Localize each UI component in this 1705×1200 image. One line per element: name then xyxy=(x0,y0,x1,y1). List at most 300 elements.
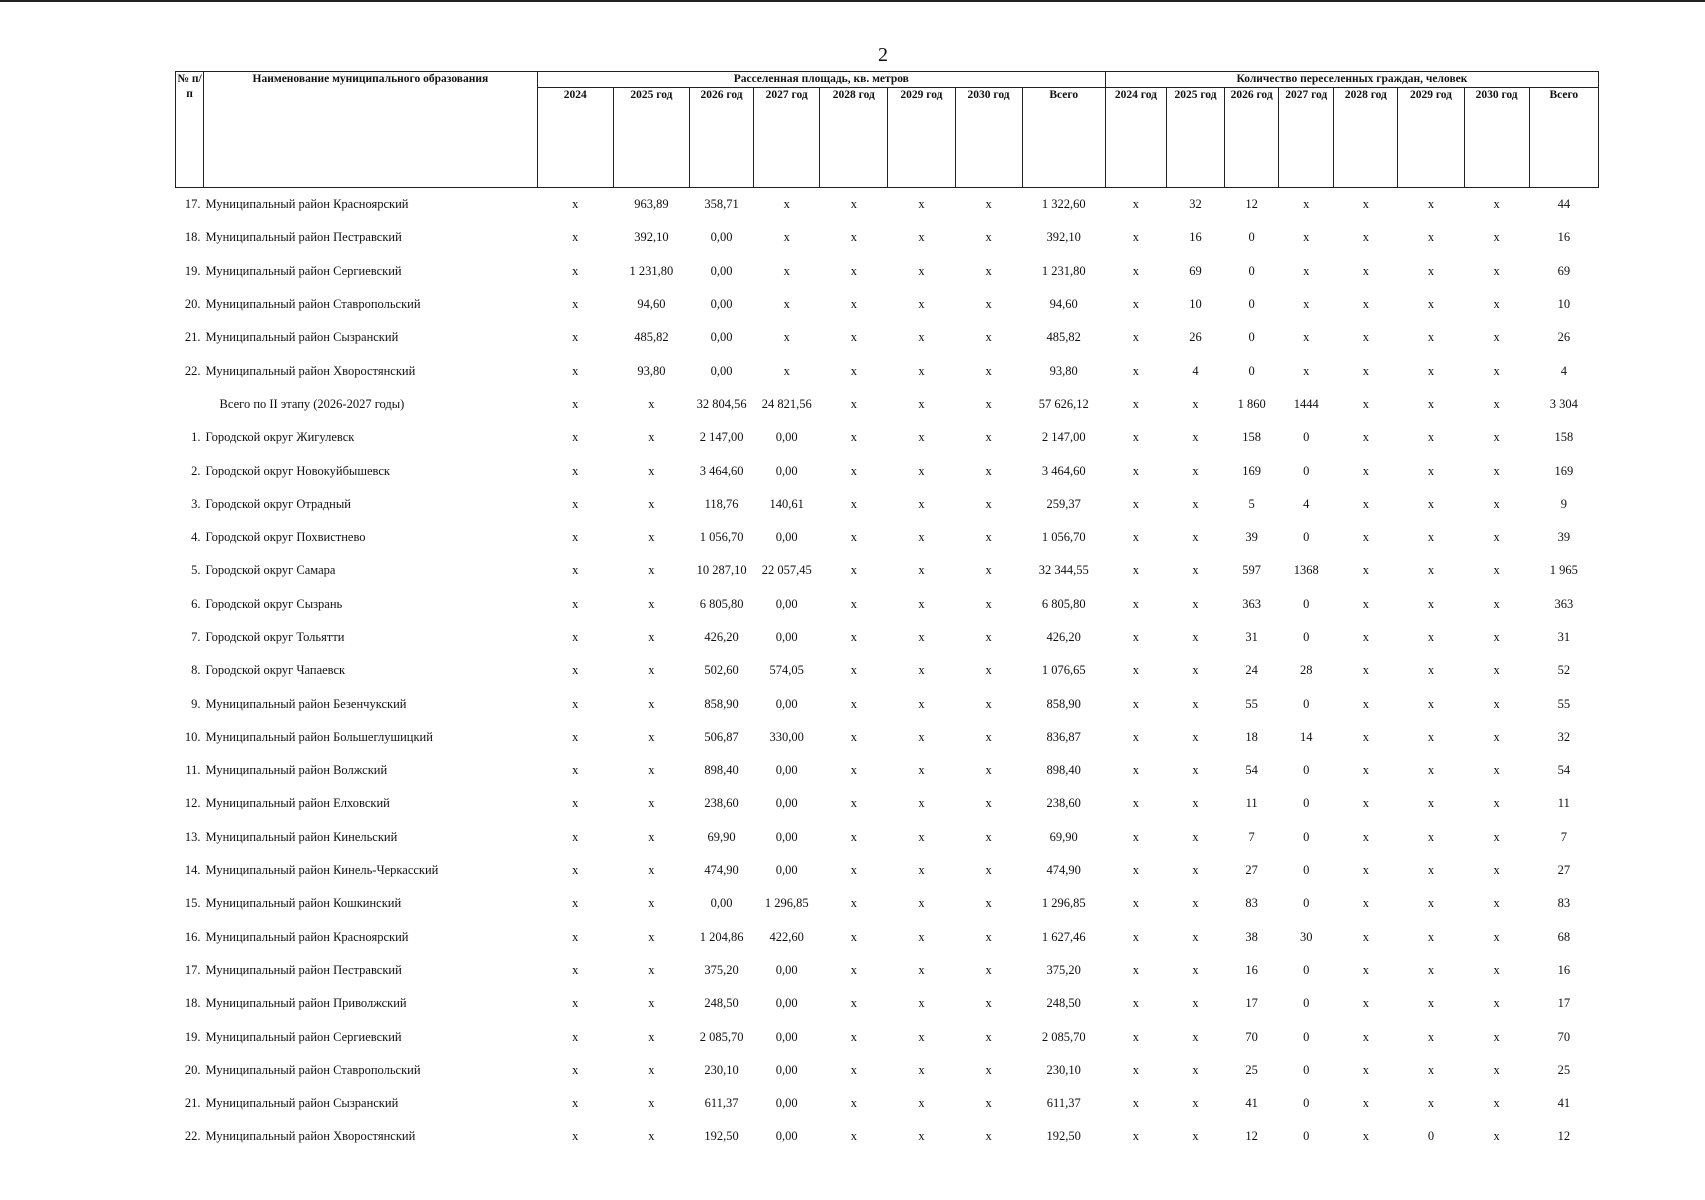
area-cell: x xyxy=(918,729,925,744)
area-cell: x xyxy=(648,929,655,944)
people-cell: x xyxy=(1132,630,1140,644)
area-cell: 2 085,70 xyxy=(699,1029,744,1044)
people-cell: x xyxy=(1132,330,1140,345)
area-cell: x xyxy=(918,763,925,778)
area-cell: 22 057,45 xyxy=(761,563,812,578)
area-cell: x xyxy=(985,396,992,411)
people-cell: 68 xyxy=(1557,929,1571,944)
area-cell: 0,00 xyxy=(710,263,733,278)
people-cell: x xyxy=(1493,363,1500,378)
people-cell: x xyxy=(1493,596,1500,611)
header-num: № п/п xyxy=(176,72,204,188)
row-number: 16. xyxy=(184,929,201,944)
municipality-name: Всего по II этапу (2026-2027 годы) xyxy=(219,396,405,411)
area-cell: 1 231,80 xyxy=(1041,263,1086,278)
area-cell: x xyxy=(985,763,992,778)
area-cell: x xyxy=(918,829,925,844)
area-cell: 3 464,60 xyxy=(699,463,744,478)
area-cell: x xyxy=(850,463,857,478)
row-number: 20. xyxy=(184,297,201,312)
table-row xyxy=(176,921,1599,954)
area-cell: x xyxy=(850,396,857,411)
area-cell: x xyxy=(572,197,579,212)
people-cell: x xyxy=(1132,1096,1140,1111)
people-cell: 169 xyxy=(1242,463,1261,478)
municipality-name: Муниципальный район Кошкинский xyxy=(205,896,402,911)
people-cell: 30 xyxy=(1299,929,1313,944)
area-cell: 32 804,56 xyxy=(696,396,747,411)
people-cell: x xyxy=(1192,396,1199,411)
area-cell: x xyxy=(918,996,925,1011)
people-cell: x xyxy=(1362,863,1369,878)
people-cell: x xyxy=(1493,1062,1500,1077)
area-cell: x xyxy=(648,663,655,678)
people-cell: 12 xyxy=(1245,197,1258,212)
area-cell: 426,20 xyxy=(704,630,739,644)
people-cell: 70 xyxy=(1245,1029,1258,1044)
area-cell: x xyxy=(850,430,857,445)
people-cell: 0 xyxy=(1303,1062,1310,1077)
people-cell: x xyxy=(1192,863,1199,878)
area-cell: x xyxy=(572,896,579,911)
table-row xyxy=(176,488,1599,521)
area-cell: 0,00 xyxy=(710,896,733,911)
area-cell: x xyxy=(918,430,925,445)
row-number: 9. xyxy=(191,696,201,711)
people-cell: x xyxy=(1427,230,1435,245)
municipality-name: Муниципальный район Сергиевский xyxy=(205,263,402,278)
table-row xyxy=(176,554,1599,587)
area-cell: x xyxy=(985,330,992,345)
people-cell: x xyxy=(1427,463,1435,478)
table-row xyxy=(176,887,1599,920)
municipality-name: Городской округ Жигулевск xyxy=(205,430,355,445)
area-cell: x xyxy=(918,463,925,478)
people-cell: 158 xyxy=(1242,430,1261,445)
area-cell: x xyxy=(648,696,655,711)
people-cell: 83 xyxy=(1557,896,1571,911)
table-row xyxy=(176,687,1599,720)
area-cell: x xyxy=(572,962,579,977)
header-area-year: 2028 год xyxy=(820,88,888,188)
table-row xyxy=(176,255,1599,288)
people-cell: x xyxy=(1493,696,1500,711)
people-cell: 0 xyxy=(1303,1129,1310,1144)
area-cell: x xyxy=(572,996,579,1011)
area-cell: x xyxy=(572,396,579,411)
area-cell: 1 627,46 xyxy=(1041,929,1086,944)
area-cell: x xyxy=(985,563,992,578)
people-cell: x xyxy=(1427,496,1435,511)
people-cell: 32 xyxy=(1557,729,1571,744)
area-cell: x xyxy=(985,996,992,1011)
row-number: 19. xyxy=(184,1029,201,1044)
area-cell: x xyxy=(648,896,655,911)
area-cell: x xyxy=(572,596,579,611)
people-cell: 38 xyxy=(1245,929,1258,944)
area-cell: x xyxy=(985,696,992,711)
table-row xyxy=(176,1087,1599,1120)
people-cell: x xyxy=(1493,530,1500,545)
area-cell: x xyxy=(850,630,857,644)
header-people-year: Всего xyxy=(1529,88,1598,188)
municipality-name: Муниципальный район Ставропольский xyxy=(205,1062,421,1077)
people-cell: x xyxy=(1493,396,1500,411)
area-cell: x xyxy=(572,663,579,678)
people-cell: 25 xyxy=(1245,1062,1258,1077)
area-cell: 0,00 xyxy=(710,230,733,245)
people-cell: x xyxy=(1427,663,1435,678)
people-cell: 12 xyxy=(1557,1129,1571,1144)
people-cell: x xyxy=(1427,630,1435,644)
table-row xyxy=(176,621,1599,654)
people-cell: x xyxy=(1362,796,1369,811)
people-cell: x xyxy=(1493,330,1500,345)
row-number: 21. xyxy=(184,330,201,345)
resettlement-table-sheet xyxy=(175,71,1599,1154)
people-cell: x xyxy=(1132,297,1140,312)
area-cell: x xyxy=(918,563,925,578)
area-cell: 502,60 xyxy=(704,663,739,678)
row-number: 2. xyxy=(191,463,201,478)
area-cell: 2 085,70 xyxy=(1041,1029,1086,1044)
people-cell: 0 xyxy=(1303,962,1310,977)
area-cell: 248,50 xyxy=(1046,996,1081,1011)
municipality-name: Муниципальный район Кинель-Черкасский xyxy=(205,863,439,878)
area-cell: 611,37 xyxy=(704,1096,739,1111)
people-cell: 4 xyxy=(1192,363,1199,378)
people-cell: x xyxy=(1132,729,1140,744)
people-cell: x xyxy=(1362,1062,1369,1077)
people-cell: x xyxy=(1493,197,1500,212)
area-cell: x xyxy=(648,962,655,977)
municipality-name: Муниципальный район Елховский xyxy=(205,796,390,811)
area-cell: 230,10 xyxy=(704,1062,739,1077)
people-cell: x xyxy=(1192,496,1199,511)
people-cell: x xyxy=(1132,863,1140,878)
row-number: 18. xyxy=(184,230,201,245)
people-cell: x xyxy=(1427,197,1435,212)
people-cell: 1444 xyxy=(1293,396,1319,411)
people-cell: 11 xyxy=(1245,796,1258,811)
area-cell: 0,00 xyxy=(775,463,798,478)
area-cell: x xyxy=(850,763,857,778)
people-cell: x xyxy=(1192,530,1199,545)
area-cell: x xyxy=(985,896,992,911)
people-cell: x xyxy=(1132,230,1140,245)
people-cell: x xyxy=(1427,962,1435,977)
area-cell: x xyxy=(648,796,655,811)
area-cell: x xyxy=(850,729,857,744)
area-cell: x xyxy=(648,863,655,878)
area-cell: 1 322,60 xyxy=(1041,197,1086,212)
municipality-name: Муниципальный район Приволжский xyxy=(205,996,407,1011)
area-cell: x xyxy=(648,463,655,478)
municipality-name: Муниципальный район Красноярский xyxy=(205,929,409,944)
people-cell: 10 xyxy=(1557,297,1571,312)
people-cell: 18 xyxy=(1245,729,1258,744)
area-cell: x xyxy=(850,363,857,378)
area-cell: x xyxy=(850,330,857,345)
people-cell: 25 xyxy=(1557,1062,1571,1077)
people-cell: 69 xyxy=(1557,263,1571,278)
people-cell: x xyxy=(1132,962,1140,977)
people-cell: x xyxy=(1192,996,1199,1011)
area-cell: 238,60 xyxy=(1046,796,1081,811)
people-cell: x xyxy=(1192,1062,1199,1077)
people-cell: x xyxy=(1132,1129,1140,1144)
area-cell: x xyxy=(850,1062,857,1077)
area-cell: x xyxy=(850,696,857,711)
area-cell: x xyxy=(648,996,655,1011)
people-cell: x xyxy=(1132,896,1140,911)
area-cell: x xyxy=(572,929,579,944)
row-number: 21. xyxy=(184,1096,201,1111)
municipality-name: Муниципальный район Безенчукский xyxy=(205,696,407,711)
area-cell: 474,90 xyxy=(1046,863,1081,878)
header-area-group: Расселенная площадь, кв. метров xyxy=(537,72,1105,88)
people-cell: 0 xyxy=(1248,230,1255,245)
people-cell: x xyxy=(1493,230,1500,245)
people-cell: 69 xyxy=(1189,263,1202,278)
area-cell: x xyxy=(985,297,992,312)
area-cell: x xyxy=(572,796,579,811)
people-cell: x xyxy=(1132,530,1140,545)
people-cell: 0 xyxy=(1427,1129,1435,1144)
people-cell: x xyxy=(1493,962,1500,977)
table-row xyxy=(176,188,1599,222)
area-cell: x xyxy=(918,962,925,977)
row-number: 6. xyxy=(191,596,201,611)
area-cell: x xyxy=(648,729,655,744)
people-cell: 70 xyxy=(1557,1029,1571,1044)
area-cell: 93,80 xyxy=(637,363,666,378)
people-cell: 0 xyxy=(1248,330,1255,345)
header-area-year: 2029 год xyxy=(888,88,955,188)
area-cell: x xyxy=(783,230,790,245)
header-people-year: 2026 год xyxy=(1225,88,1279,188)
people-cell: x xyxy=(1493,1129,1500,1144)
people-cell: x xyxy=(1303,197,1310,212)
area-cell: x xyxy=(985,863,992,878)
people-cell: 28 xyxy=(1299,663,1313,678)
municipality-name: Городской округ Тольятти xyxy=(205,630,345,644)
area-cell: 1 231,80 xyxy=(629,263,674,278)
area-cell: x xyxy=(648,1096,655,1111)
header-people-year: 2027 год xyxy=(1279,88,1334,188)
area-cell: 24 821,56 xyxy=(761,396,812,411)
area-cell: 1 296,85 xyxy=(1041,896,1086,911)
people-cell: x xyxy=(1132,696,1140,711)
area-cell: x xyxy=(850,263,857,278)
row-number: 14. xyxy=(184,863,201,878)
row-number: 7. xyxy=(191,630,201,644)
area-cell: x xyxy=(783,197,790,212)
row-number: 13. xyxy=(184,829,201,844)
municipality-name: Муниципальный район Сызранский xyxy=(205,1096,399,1111)
area-cell: x xyxy=(850,496,857,511)
municipality-name: Муниципальный район Сызранский xyxy=(205,330,399,345)
area-cell: x xyxy=(985,230,992,245)
header-people-year: 2025 год xyxy=(1166,88,1224,188)
page-top-border xyxy=(0,0,1705,2)
row-number: 18. xyxy=(184,996,201,1011)
people-cell: x xyxy=(1493,496,1500,511)
people-cell: x xyxy=(1427,829,1435,844)
people-cell: 55 xyxy=(1557,696,1571,711)
people-cell: x xyxy=(1362,729,1369,744)
area-cell: x xyxy=(918,1062,925,1077)
area-cell: x xyxy=(572,1129,579,1144)
people-cell: x xyxy=(1132,763,1140,778)
people-cell: x xyxy=(1362,1096,1369,1111)
people-cell: x xyxy=(1427,696,1435,711)
people-cell: x xyxy=(1427,1029,1435,1044)
people-cell: x xyxy=(1362,763,1369,778)
row-number: 1. xyxy=(191,430,201,445)
people-cell: x xyxy=(1493,729,1500,744)
area-cell: x xyxy=(850,863,857,878)
area-cell: x xyxy=(918,1096,925,1111)
people-cell: x xyxy=(1132,1029,1140,1044)
area-cell: x xyxy=(850,796,857,811)
area-cell: x xyxy=(985,263,992,278)
row-number: 4. xyxy=(191,530,201,545)
area-cell: x xyxy=(985,929,992,944)
area-cell: x xyxy=(648,396,655,411)
municipality-name: Городской округ Сызрань xyxy=(205,596,343,611)
table-row xyxy=(176,954,1599,987)
people-cell: 54 xyxy=(1245,763,1258,778)
people-cell: 0 xyxy=(1303,530,1310,545)
area-cell: x xyxy=(648,430,655,445)
municipality-name: Муниципальный район Хворостянский xyxy=(205,1129,416,1144)
people-cell: 169 xyxy=(1554,463,1574,478)
people-cell: x xyxy=(1132,430,1140,445)
table-row xyxy=(176,1054,1599,1087)
people-cell: 0 xyxy=(1248,297,1255,312)
people-cell: x xyxy=(1362,596,1369,611)
people-cell: x xyxy=(1427,297,1435,312)
area-cell: 898,40 xyxy=(1046,763,1081,778)
area-cell: x xyxy=(918,230,925,245)
area-cell: x xyxy=(918,630,925,644)
area-cell: x xyxy=(648,596,655,611)
area-cell: 422,60 xyxy=(769,929,804,944)
people-cell: x xyxy=(1362,363,1369,378)
people-cell: 24 xyxy=(1245,663,1258,678)
area-cell: x xyxy=(918,696,925,711)
people-cell: x xyxy=(1427,430,1435,445)
area-cell: 230,10 xyxy=(1046,1062,1081,1077)
area-cell: 2 147,00 xyxy=(1041,430,1086,445)
row-number: 11. xyxy=(185,763,201,778)
people-cell: 0 xyxy=(1303,896,1310,911)
area-cell: 1 056,70 xyxy=(699,530,744,545)
people-cell: 26 xyxy=(1189,330,1202,345)
people-cell: 3 304 xyxy=(1549,396,1578,411)
area-cell: x xyxy=(918,197,925,212)
people-cell: 17 xyxy=(1245,996,1258,1011)
area-cell: 426,20 xyxy=(1046,630,1081,644)
area-cell: 248,50 xyxy=(704,996,739,1011)
people-cell: x xyxy=(1132,1062,1140,1077)
area-cell: 140,61 xyxy=(769,496,804,511)
people-cell: x xyxy=(1362,330,1369,345)
area-cell: 259,37 xyxy=(1046,496,1081,511)
area-cell: 32 344,55 xyxy=(1038,563,1089,578)
area-cell: x xyxy=(783,297,790,312)
people-cell: 0 xyxy=(1303,596,1310,611)
people-cell: 7 xyxy=(1560,829,1567,844)
municipality-name: Муниципальный район Пестравский xyxy=(205,230,402,245)
people-cell: 1 965 xyxy=(1549,563,1578,578)
area-cell: 330,00 xyxy=(769,729,804,744)
people-cell: 11 xyxy=(1557,796,1570,811)
people-cell: x xyxy=(1132,463,1140,478)
people-cell: x xyxy=(1132,663,1140,678)
people-cell: x xyxy=(1362,896,1369,911)
people-cell: 54 xyxy=(1557,763,1571,778)
people-cell: 31 xyxy=(1245,630,1258,644)
header-people-year: 2028 год xyxy=(1334,88,1398,188)
municipality-name: Муниципальный район Хворостянский xyxy=(205,363,416,378)
area-cell: x xyxy=(985,796,992,811)
area-cell: x xyxy=(850,1129,857,1144)
area-cell: 0,00 xyxy=(775,863,798,878)
area-cell: x xyxy=(850,563,857,578)
people-cell: x xyxy=(1192,663,1199,678)
municipality-name: Муниципальный район Сергиевский xyxy=(205,1029,402,1044)
people-cell: x xyxy=(1362,230,1369,245)
row-number: 5. xyxy=(191,563,201,578)
area-cell: x xyxy=(985,430,992,445)
table-row xyxy=(176,987,1599,1020)
area-cell: x xyxy=(850,1096,857,1111)
people-cell: x xyxy=(1192,430,1199,445)
area-cell: 57 626,12 xyxy=(1038,396,1089,411)
people-cell: x xyxy=(1192,596,1199,611)
people-cell: 16 xyxy=(1245,962,1258,977)
row-number: 17. xyxy=(184,197,201,212)
people-cell: 31 xyxy=(1557,630,1571,644)
people-cell: 9 xyxy=(1560,496,1567,511)
table-row xyxy=(176,321,1599,354)
people-cell: x xyxy=(1192,763,1199,778)
table-row xyxy=(176,821,1599,854)
people-cell: 0 xyxy=(1303,863,1310,878)
people-cell: 1 860 xyxy=(1237,396,1266,411)
people-cell: 27 xyxy=(1557,863,1571,878)
table-row xyxy=(176,654,1599,687)
people-cell: 0 xyxy=(1303,630,1310,644)
people-cell: 83 xyxy=(1245,896,1258,911)
area-cell: 1 056,70 xyxy=(1041,530,1086,545)
area-cell: x xyxy=(985,496,992,511)
people-cell: x xyxy=(1493,1029,1500,1044)
people-cell: 0 xyxy=(1303,796,1310,811)
table-row xyxy=(176,854,1599,887)
people-cell: 52 xyxy=(1557,663,1571,678)
municipality-name: Муниципальный район Красноярский xyxy=(205,197,409,212)
area-cell: x xyxy=(850,596,857,611)
people-cell: x xyxy=(1132,829,1140,844)
people-cell: 0 xyxy=(1303,463,1310,478)
area-cell: x xyxy=(648,630,655,644)
area-cell: 474,90 xyxy=(704,863,739,878)
people-cell: 41 xyxy=(1557,1096,1571,1111)
people-cell: 0 xyxy=(1303,696,1310,711)
